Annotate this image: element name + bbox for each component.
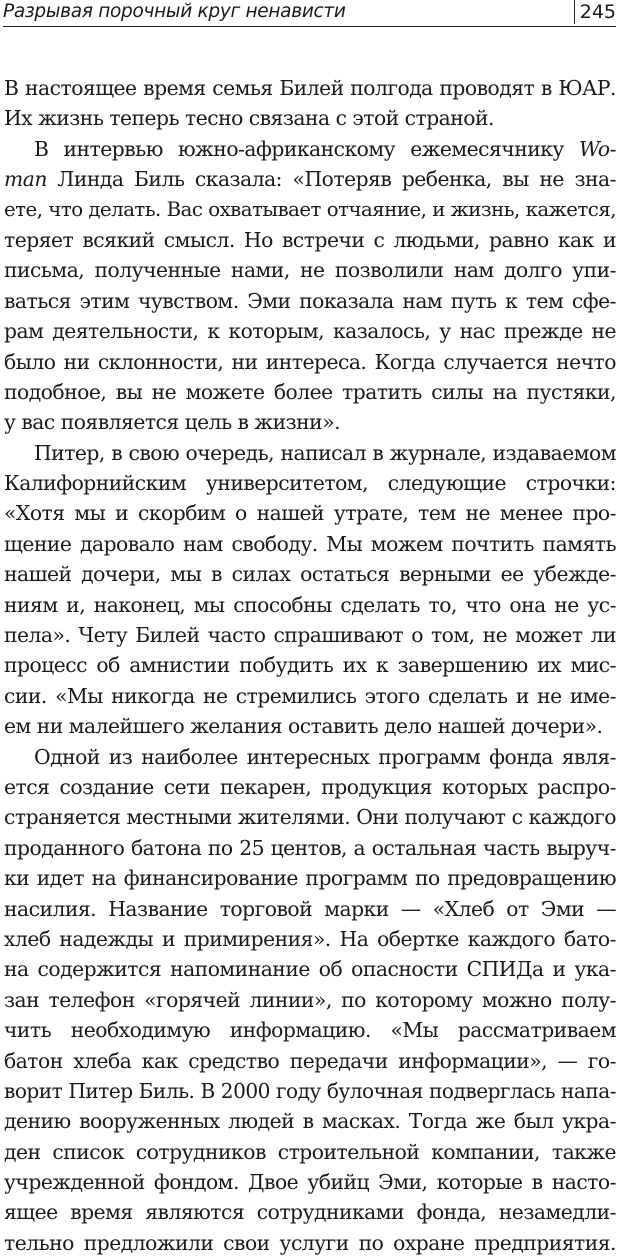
text-line: рам деятельности, к которым, казалось, у нас прежде не [4, 319, 616, 344]
running-header [3, 0, 616, 27]
text-line: проданного батона по 25 центов, а остальная часть выруч- [4, 835, 616, 860]
text-line: Одной из наиболее интересных программ фонда явля- [34, 744, 616, 769]
text-line: ете, что делать. Вас охватывает отчаяние, и жизнь, кажется, [4, 197, 616, 221]
text-line: хлеб надежды и примирения». На обертке каждого бато- [4, 926, 616, 951]
text-line: процесс об амнистии побудить их к завершению их мис- [4, 653, 616, 678]
text-line: ем ни малейшего желания оставить дело нашей дочери». [4, 714, 603, 739]
body-text [4, 73, 616, 1258]
page-number: 245 [574, 0, 616, 24]
text-line: «Хотя мы и скорбим о нашей утрате, тем не менее про- [4, 501, 616, 526]
text-line: было ни склонности, ни интереса. Когда случается нечто [4, 349, 616, 374]
text-line: у вас появляется цель в жизни». [4, 410, 341, 435]
text-line: страняется местными жителями. Они получают с каждого [4, 805, 616, 830]
text-line: ниям и, наконец, мы способны сделать то, что она не ус- [4, 592, 616, 617]
text-line: учрежденной фондом. Двое убийц Эми, которые в насто- [4, 1170, 616, 1195]
text-line: сии. «Мы никогда не стремились этого сделать и не име- [4, 683, 616, 708]
text-line: man Линда Биль сказала: «Потеряв ребенка, вы не зна- [4, 167, 616, 192]
text-line: на содержится напоминание об опасности СПИДа и ука- [4, 957, 616, 982]
text-line: теряет всякий смысл. Но встречи с людьми, равно как и [4, 227, 616, 252]
text-line: Калифорнийским университетом, следующие строчки: [4, 471, 616, 496]
text-line: зан телефон «горячей линии», по которому можно полу- [4, 987, 616, 1012]
text-line: ден список сотрудников строительной компании, также [4, 1139, 616, 1164]
text-line: насилия. Название торговой марки — «Хлеб от Эми — [4, 896, 616, 921]
text-line: дению вооруженных людей в масках. Тогда же был укра- [4, 1109, 616, 1134]
text-line: пела». Чету Билей часто спрашивают о том, не может ли [4, 623, 616, 648]
text-line: нашей дочери, мы в силах остаться верными ее убежде- [4, 562, 616, 587]
text-line: В интервью южно-африканскому ежемесячнику Wo- [34, 136, 616, 161]
text-line: ваться этим чувством. Эми показала нам путь к тем сфе- [4, 288, 616, 313]
text-line: чить необходимую информацию. «Мы рассматриваем [4, 1018, 616, 1043]
text-line: письма, полученные нами, не позволили нам долго упи- [4, 258, 616, 283]
text-line: подобное, вы не можете более тратить силы на пустяки, [4, 379, 616, 404]
text-line: ки идет на финансирование программ по предовращению [4, 866, 616, 891]
text-line: Питер, в свою очередь, написал в журнале, издаваемом [34, 440, 616, 465]
text-line: щение даровало нам свободу. Мы можем почтить память [4, 531, 616, 556]
text-line: батон хлеба как средство передачи информации», — го- [4, 1048, 616, 1073]
text-line: В настоящее время семья Билей полгода проводят в ЮАР. [4, 76, 616, 100]
running-title: Разрывая порочный круг ненависти [3, 1, 346, 22]
text-line: тельно предложили свои услуги по охране предприятия. [4, 1230, 616, 1255]
text-line: Их жизнь теперь тесно связана с этой страной. [4, 106, 494, 131]
text-line: ворит Питер Биль. В 2000 году булочная подверглась напа- [4, 1078, 616, 1103]
text-line: ется создание сети пекарен, продукция которых распро- [4, 774, 616, 799]
text-line: ящее время являются сотрудниками фонда, незамедли- [4, 1200, 616, 1225]
